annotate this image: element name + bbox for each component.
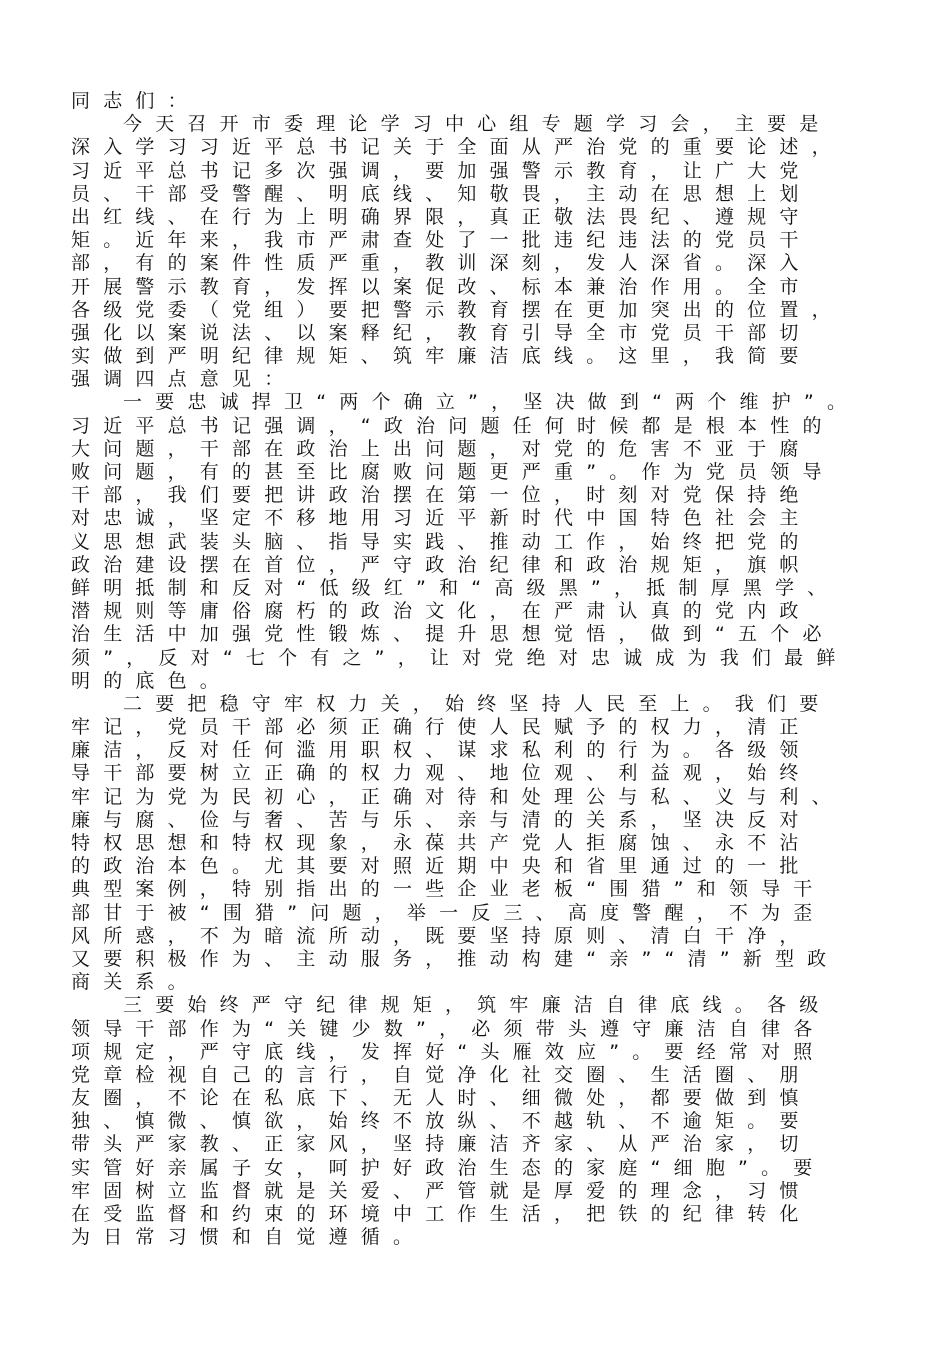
point-2-line: 典型案例，特别指出的一些企业老板“围猎”和领导干	[71, 878, 826, 901]
point-1-line: 义思想武装头脑、指导实践、推动工作，始终把党的	[71, 530, 812, 553]
paragraph-1-line: 强化以案说法、以案释纪，教育引导全市党员干部切	[71, 321, 812, 344]
point-1-line: 政治建设摆在首位，严守政治纪律和政治规矩，旗帜	[71, 553, 812, 576]
point-1-line: 大问题，干部在政治上出问题，对党的危害不亚于腐	[71, 437, 812, 460]
point-1-line: 明的底色。	[71, 669, 233, 692]
paragraph-1-line: 矩。近年来，我市严肃查处了一批违纪违法的党员干	[71, 229, 812, 252]
point-3-line: 党章检视自己的言行，自觉净化社交圈、生活圈、朋	[71, 1063, 812, 1086]
paragraph-1-line: 各级党委（党组）要把警示教育摆在更加突出的位置，	[71, 298, 844, 321]
point-2-line: 的政治本色。尤其要对照近期中央和省里通过的一批	[71, 855, 812, 878]
point-2-line: 廉与腐、俭与奢、苦与乐、亲与清的关系，坚决反对	[71, 808, 812, 831]
point-1-line: 败问题，有的甚至比腐败问题更严重”。作为党员领导	[71, 461, 835, 483]
greeting-line: 同志们：	[71, 90, 200, 112]
paragraph-1-line: 强调四点意见：	[71, 368, 297, 391]
point-1-line: 干部，我们要把讲政治摆在第一位，时刻对党保持绝	[71, 484, 812, 507]
point-1-line: 须”，反对“七个有之”，让对党绝对忠诚成为我们最鲜	[71, 646, 849, 669]
point-3-line: 牢固树立监督就是关爱、严管就是厚爱的理念，习惯	[71, 1179, 812, 1202]
point-2-line: 廉洁，反对任何滥用职权、谋求私利的行为。各级领	[71, 739, 812, 762]
point-2-line: 牢记，党员干部必须正确行使人民赋予的权力，清正	[71, 716, 812, 739]
point-1-line: 潜规则等庸俗腐朽的政治文化，在严肃认真的党内政	[71, 600, 812, 623]
paragraph-1-line: 今天召开市委理论学习中心组专题学习会，主要是	[123, 113, 832, 136]
paragraph-1-line: 部，有的案件性质严重，教训深刻，发人深省。深入	[71, 252, 812, 275]
paragraph-1-line: 出红线、在行为上明确界限，真正敬法畏纪、遵规守	[71, 205, 812, 228]
point-2-line: 牢记为党为民初心，正确对待和处理公与私、义与利、	[71, 785, 844, 808]
paragraph-1-line: 习近平总书记多次强调，要加强警示教育，让广大党	[71, 159, 812, 182]
paragraph-1-line: 实做到严明纪律规矩、筑牢廉洁底线。这里，我简要	[71, 345, 812, 368]
point-3-line: 独、慎微、慎欲，始终不放纵、不越轨、不逾矩。要	[71, 1110, 812, 1133]
paragraph-1-line: 深入学习习近平总书记关于全面从严治党的重要论述，	[71, 136, 844, 159]
point-2-line: 特权思想和特权现象，永葆共产党人拒腐蚀、永不沾	[71, 832, 812, 854]
document-body	[71, 90, 871, 1249]
paragraph-1-line: 员、干部受警醒、明底线、知敬畏，主动在思想上划	[71, 182, 812, 205]
point-2-line: 又要积极作为、主动服务，推动构建“亲”“清”新型政	[71, 947, 840, 970]
point-3-line: 带头严家教、正家风，坚持廉洁齐家、从严治家，切	[71, 1133, 812, 1156]
point-3-heading-line: 三要始终严守纪律规矩，筑牢廉洁自律底线。各级	[123, 994, 832, 1017]
point-3-line: 项规定，严守底线，发挥好“头雁效应”。要经常对照	[71, 1040, 826, 1063]
point-2-line: 商关系。	[71, 971, 200, 994]
point-2-line: 风所惑，不为暗流所动，既要坚持原则、清白干净，	[71, 924, 812, 947]
point-3-line: 友圈，不论在私底下、无人时、细微处，都要做到慎	[71, 1087, 812, 1110]
point-2-line: 导干部要树立正确的权力观、地位观、利益观，始终	[71, 762, 812, 785]
point-3-line: 实管好亲属子女，呵护好政治生态的家庭“细胞”。要	[71, 1156, 826, 1179]
point-1-line: 习近平总书记强调，“政治问题任何时候都是根本性的	[71, 414, 835, 437]
point-3-line: 在受监督和约束的环境中工作生活，把铁的纪律转化	[71, 1203, 812, 1225]
point-2-line: 部甘于被“围猎”问题，举一反三、高度警醒，不为歪	[71, 901, 826, 924]
point-3-line: 为日常习惯和自觉遵循。	[71, 1226, 426, 1249]
point-1-line: 治生活中加强党性锻炼、提升思想觉悟，做到“五个必	[71, 623, 835, 646]
point-2-heading-line: 二要把稳守牢权力关，始终坚持人民至上。我们要	[123, 692, 832, 715]
paragraph-1-line: 开展警示教育，发挥以案促改、标本兼治作用。全市	[71, 275, 812, 298]
point-1-heading-line: 一要忠诚捍卫“两个确立”，坚决做到“两个维护”。	[123, 391, 860, 414]
point-1-line: 鲜明抵制和反对“低级红”和“高级黑”，抵制厚黑学、	[71, 576, 840, 599]
point-3-line: 领导干部作为“关键少数”，必须带头遵守廉洁自律各	[71, 1017, 826, 1040]
point-1-line: 对忠诚，坚定不移地用习近平新时代中国特色社会主	[71, 507, 812, 530]
